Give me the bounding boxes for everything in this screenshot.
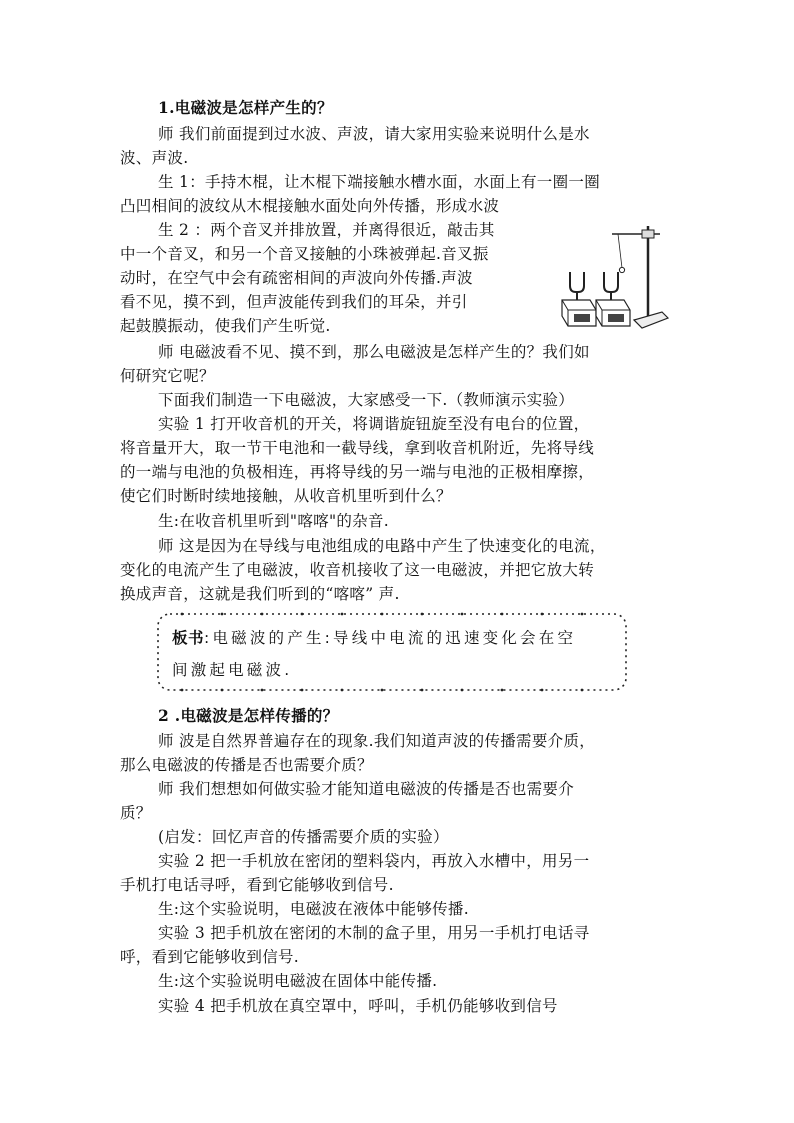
paragraph-line: 凸凹相间的波纹从木棍接触水面处向外传播，形成水波: [120, 197, 500, 215]
paragraph-line: 师 这是因为在导线与电池组成的电路中产生了快速变化的电流，: [158, 537, 606, 555]
paragraph-line: 生:这个实验说明电磁波在固体中能传播.: [158, 972, 438, 990]
paragraph-line: 师 波是自然界普遍存在的现象.我们知道声波的传播需要介质，: [158, 732, 596, 750]
section1-heading: 1.电磁波是怎样产生的？: [158, 98, 333, 117]
paragraph-line: 看不见，摸不到，但声波能传到我们的耳朵，并引: [120, 293, 468, 311]
tuning-fork-illustration: [556, 220, 676, 332]
paragraph-line: 师 我们想想如何做实验才能知道电磁波的传播是否也需要介: [158, 780, 575, 798]
paragraph-line: 生:在收音机里听到"喀喀"的杂音.: [158, 512, 390, 530]
paragraph-line: 师 电磁波看不见、摸不到，那么电磁波是怎样产生的？我们如: [158, 343, 590, 361]
paragraph-line: 生 2 ：两个音叉并排放置，并离得很近，敲击其: [158, 221, 495, 239]
board-label: 板书: [172, 628, 205, 647]
paragraph-line: 变化的电流产生了电磁波，收音机接收了这一电磁波，并把它放大转: [120, 561, 595, 579]
paragraph-line: 波、声波.: [120, 149, 189, 167]
paragraph-line: 下面我们制造一下电磁波，大家感受一下.（教师演示实验）: [158, 391, 575, 409]
paragraph-line: 的一端与电池的负极相连，再将导线的另一端与电池的正极相摩擦，: [120, 463, 595, 481]
paragraph-line: 实验 1 打开收音机的开关，将调谐旋钮旋至没有电台的位置，: [158, 415, 590, 433]
blackboard-note: [156, 612, 628, 692]
paragraph-line: 生:这个实验说明，电磁波在液体中能够传播.: [158, 900, 469, 918]
board-line-1: [172, 628, 576, 648]
paragraph-line: 生 1：手持木棍，让木棍下端接触水槽水面，水面上有一圈一圈: [158, 173, 600, 191]
paragraph-line: (启发：回忆声音的传播需要介质的实验）: [158, 828, 449, 846]
paragraph-line: 起鼓膜振动，使我们产生听觉.: [120, 317, 331, 335]
dotted-frame: [156, 612, 628, 692]
tuning-fork-figure: [556, 220, 676, 332]
board-line-2: 间激起电磁波.: [172, 661, 293, 679]
paragraph-line: 何研究它呢？: [120, 367, 215, 385]
paragraph-line: 动时，在空气中会有疏密相间的声波向外传播.声波: [120, 269, 473, 287]
paragraph-line: 实验 4 把手机放在真空罩中，呼叫，手机仍能够收到信号: [158, 997, 558, 1015]
paragraph-line: 质？: [120, 804, 152, 822]
paragraph-line: 换成声音，这就是我们听到的“喀喀” 声.: [120, 585, 400, 603]
paragraph-line: 手机打电话寻呼，看到它能够收到信号.: [120, 876, 394, 894]
section2-heading: 2 .电磁波是怎样传播的？: [158, 706, 339, 725]
paragraph-line: 中一个音叉，和另一个音叉接触的小珠被弹起.音叉振: [120, 245, 489, 263]
paragraph-line: 那么电磁波的传播是否也需要介质？: [120, 756, 373, 774]
paragraph-line: 呼，看到它能够收到信号.: [120, 948, 300, 966]
paragraph-line: 实验 3 把手机放在密闭的木制的盒子里，用另一手机打电话寻: [158, 924, 590, 942]
paragraph-line: 使它们时断时续地接触，从收音机里听到什么？: [120, 487, 452, 505]
board-text: :电磁波的产生:导线中电流的迅速变化会在空: [204, 629, 577, 647]
paragraph-line: 将音量开大，取一节干电池和一截导线，拿到收音机附近，先将导线: [120, 439, 595, 457]
paragraph-line: 实验 2 把一手机放在密闭的塑料袋内，再放入水槽中，用另一: [158, 852, 590, 870]
paragraph-line: 师 我们前面提到过水波、声波，请大家用实验来说明什么是水: [158, 125, 590, 143]
